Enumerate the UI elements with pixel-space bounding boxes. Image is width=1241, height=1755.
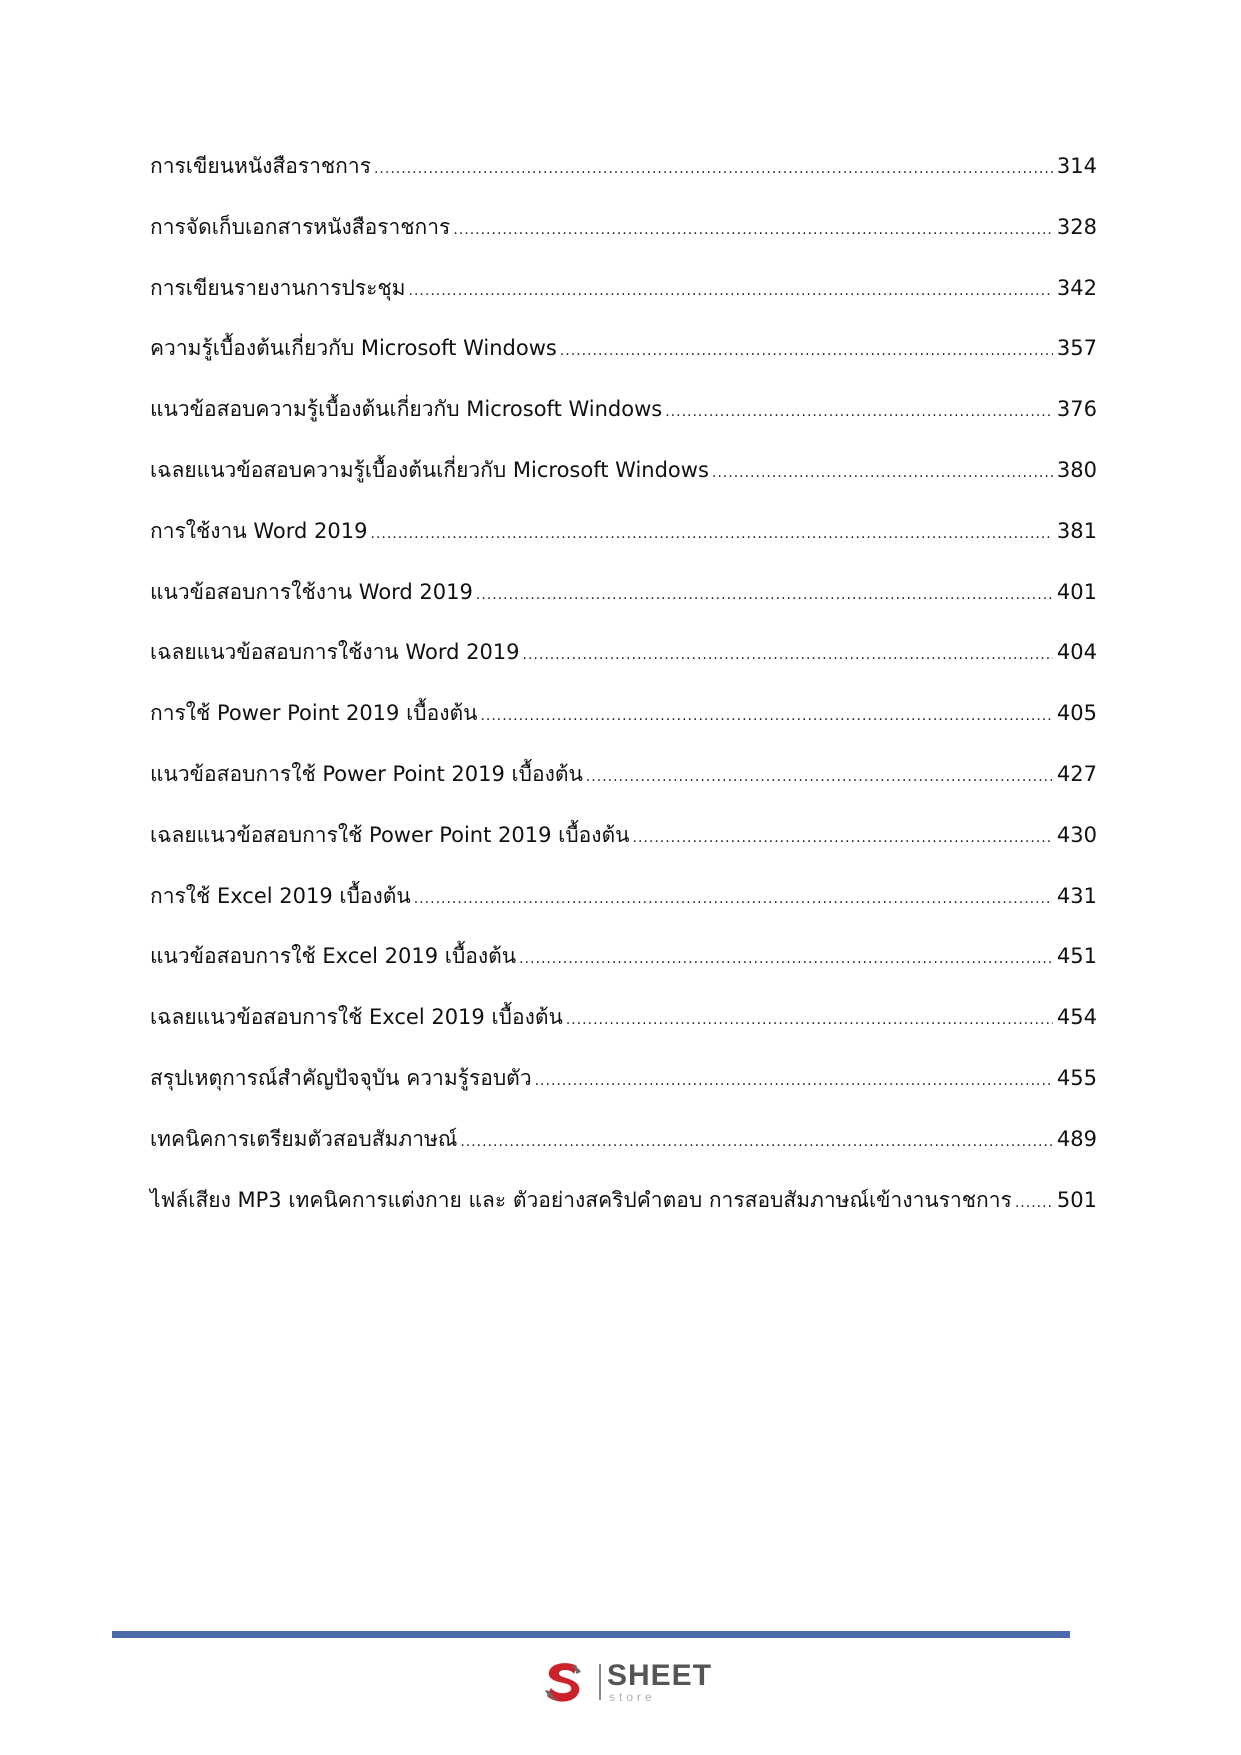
toc-entry-page: 314 bbox=[1056, 154, 1097, 178]
dot-leader bbox=[586, 763, 1053, 791]
toc-entry-title: แนวข้อสอบการใช้ Power Point 2019 เบื้องต้น bbox=[150, 761, 583, 786]
toc-entry-page: 376 bbox=[1056, 397, 1097, 422]
toc-entry-page: 401 bbox=[1056, 579, 1097, 604]
toc-entry-title: ไฟล์เสียง MP3 เทคนิคการแต่งกาย และ ตัวอย่างสคริปคำตอบ การสอบสัมภาษณ์เข้างานราชการ bbox=[150, 1187, 1012, 1212]
toc-entry-title: การใช้ Excel 2019 เบื้องต้น bbox=[150, 883, 411, 908]
toc-entry[interactable] bbox=[150, 638, 1097, 699]
toc-entry-page: 404 bbox=[1056, 640, 1097, 665]
toc-entry-page: 454 bbox=[1056, 1005, 1097, 1030]
toc-entry[interactable] bbox=[150, 152, 1097, 213]
dot-leader bbox=[712, 459, 1053, 487]
toc-entry[interactable] bbox=[150, 882, 1097, 943]
dot-leader bbox=[566, 1006, 1053, 1034]
toc-entry-page: 342 bbox=[1056, 275, 1097, 300]
dot-leader bbox=[560, 337, 1053, 365]
dot-leader bbox=[480, 702, 1052, 730]
toc-entry-title: ความรู้เบื้องต้นเกี่ยวกับ Microsoft Windows bbox=[150, 336, 557, 361]
dot-leader bbox=[476, 581, 1053, 609]
dot-leader bbox=[370, 520, 1052, 548]
toc-entry[interactable] bbox=[150, 1003, 1097, 1064]
toc-entry[interactable] bbox=[150, 1186, 1097, 1247]
toc-entry-title: เฉลยแนวข้อสอบการใช้งาน Word 2019 bbox=[150, 640, 520, 665]
toc-entry-title: การเขียนหนังสือราชการ bbox=[150, 154, 371, 178]
toc-entry-title: เฉลยแนวข้อสอบความรู้เบื้องต้นเกี่ยวกับ Microsoft Windows bbox=[150, 457, 709, 482]
toc-entry-page: 489 bbox=[1056, 1126, 1097, 1151]
toc-entry-page: 451 bbox=[1056, 944, 1097, 969]
dot-leader bbox=[460, 1128, 1053, 1156]
sheet-store-s-logo-icon bbox=[541, 1658, 589, 1706]
footer-divider bbox=[112, 1631, 1070, 1638]
toc-entry-page: 405 bbox=[1056, 701, 1097, 726]
toc-entry-page: 430 bbox=[1056, 822, 1097, 847]
toc-entry[interactable] bbox=[150, 760, 1097, 821]
toc-entry-page: 381 bbox=[1056, 518, 1097, 543]
logo-subtitle: store bbox=[609, 1690, 656, 1704]
toc-entry-title: แนวข้อสอบการใช้งาน Word 2019 bbox=[150, 579, 473, 604]
toc-entry-page: 357 bbox=[1056, 336, 1097, 361]
toc-entry[interactable] bbox=[150, 821, 1097, 882]
toc-entry-page: 501 bbox=[1056, 1187, 1097, 1212]
toc-entry-title: เทคนิคการเตรียมตัวสอบสัมภาษณ์ bbox=[150, 1126, 458, 1151]
logo-divider bbox=[599, 1664, 601, 1700]
toc-entry-title: เฉลยแนวข้อสอบการใช้ Excel 2019 เบื้องต้น bbox=[150, 1005, 563, 1030]
toc-entry[interactable] bbox=[150, 1125, 1097, 1186]
toc-entry-title: เฉลยแนวข้อสอบการใช้ Power Point 2019 เบื้องต้น bbox=[150, 822, 630, 847]
toc-entry-title: สรุปเหตุการณ์สำคัญปัจจุบัน ความรู้รอบตัว bbox=[150, 1065, 532, 1090]
toc-entry-title: การเขียนรายงานการประชุม bbox=[150, 275, 406, 300]
sheet-store-logo bbox=[541, 1658, 721, 1706]
toc-entry[interactable] bbox=[150, 274, 1097, 335]
toc-entry-title: แนวข้อสอบการใช้ Excel 2019 เบื้องต้น bbox=[150, 944, 517, 969]
dot-leader bbox=[665, 398, 1053, 426]
toc-entry[interactable] bbox=[150, 456, 1097, 517]
toc-entry[interactable] bbox=[150, 334, 1097, 395]
dot-leader bbox=[519, 945, 1053, 973]
toc-entry-page: 328 bbox=[1056, 214, 1097, 239]
dot-leader bbox=[409, 277, 1053, 305]
toc-entry-title: แนวข้อสอบความรู้เบื้องต้นเกี่ยวกับ Microsoft Windows bbox=[150, 397, 663, 422]
dot-leader bbox=[453, 216, 1053, 244]
dot-leader bbox=[523, 641, 1053, 669]
toc-entry-page: 455 bbox=[1056, 1065, 1097, 1090]
toc-entry-title: การใช้งาน Word 2019 bbox=[150, 518, 368, 543]
toc-entry[interactable] bbox=[150, 213, 1097, 274]
dot-leader bbox=[374, 155, 1053, 183]
dot-leader bbox=[1015, 1189, 1053, 1217]
toc-entry-page: 380 bbox=[1056, 457, 1097, 482]
toc-entry[interactable] bbox=[150, 578, 1097, 639]
toc-entry-page: 431 bbox=[1056, 883, 1097, 908]
toc-entry[interactable] bbox=[150, 1064, 1097, 1125]
toc-entry[interactable] bbox=[150, 699, 1097, 760]
table-of-contents bbox=[150, 152, 1097, 1246]
toc-entry[interactable] bbox=[150, 517, 1097, 578]
logo-wordmark: SHEET bbox=[607, 1659, 713, 1692]
dot-leader bbox=[535, 1067, 1053, 1095]
toc-entry[interactable] bbox=[150, 395, 1097, 456]
dot-leader bbox=[414, 885, 1053, 913]
toc-entry-title: การจัดเก็บเอกสารหนังสือราชการ bbox=[150, 214, 451, 239]
dot-leader bbox=[633, 824, 1053, 852]
toc-entry-page: 427 bbox=[1056, 761, 1097, 786]
toc-entry[interactable] bbox=[150, 942, 1097, 1003]
toc-entry-title: การใช้ Power Point 2019 เบื้องต้น bbox=[150, 701, 478, 726]
